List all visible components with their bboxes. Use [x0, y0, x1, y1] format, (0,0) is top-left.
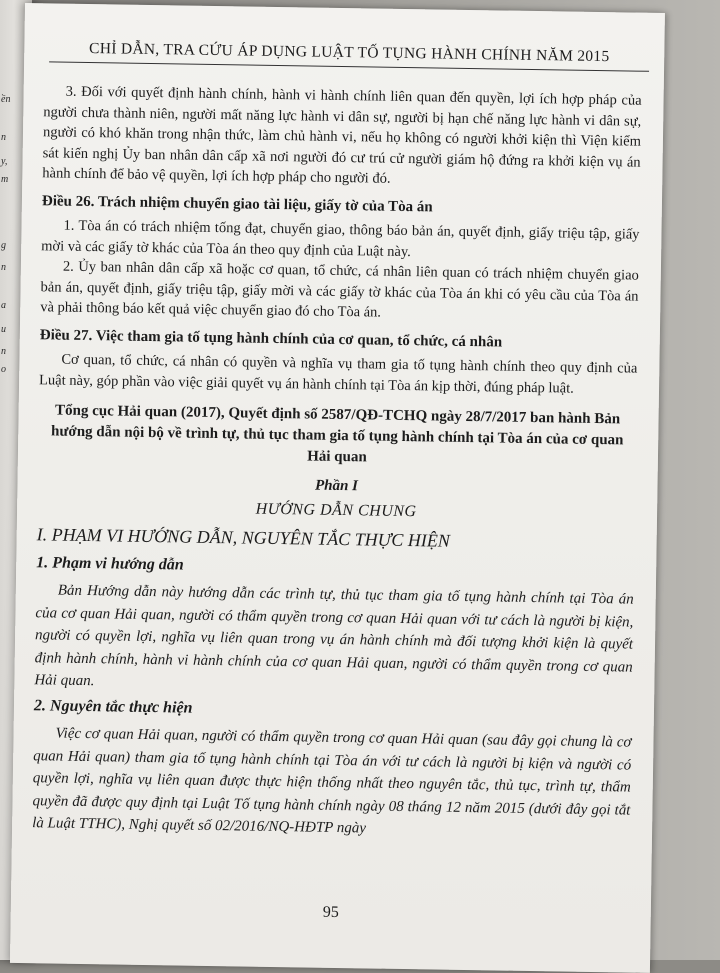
article-26-clause-2: 2. Ủy ban nhân dân cấp xã hoặc cơ quan, tổ chức, cá nhân liên quan có trách nhiệm chuyển giao bản án, quyết định, giấy triệu tập, giấy mời và các giấy tờ khác của Tòa án khi có yêu cầu của Tòa án và phải thông báo kết quả việc chuyển giao đó cho Tòa án. — [40, 258, 639, 321]
margin-fragment: u — [1, 324, 6, 335]
margin-fragment: m — [1, 174, 9, 185]
article-26-clause-1: 1. Tòa án có trách nhiệm tống đạt, chuyển giao, thông báo bản án, quyết định, giấy triệu tập, giấy mời và các giấy tờ khác của Tòa án theo quy định của Luật này. — [41, 217, 640, 260]
book-page — [10, 3, 665, 973]
margin-fragment: n — [1, 132, 6, 143]
margin-fragment: g — [1, 240, 6, 251]
running-header: CHỈ DẪN, TRA CỨU ÁP DỤNG LUẬT TỐ TỤNG HÀNH CHÍNH NĂM 2015 — [49, 39, 649, 71]
page-content — [32, 81, 642, 844]
clause-3-paragraph: 3. Đối với quyết định hành chính, hành vi hành chính liên quan đến quyền, lợi ích hợp pháp của người chưa thành niên, người mất năng lực hành vi dân sự, người bị hạn chế năng lực hành vi dân sự, người có khó khăn trong nhận thức, làm chủ hành vi, nếu họ không có người khởi kiện thì Viện kiểm sát kiến nghị Ủy ban nhân dân cấp xã nơi người đó cư trú cử người giám hộ đứng ra khởi kiện vụ án hành chính để bảo vệ quyền, lợi ích hợp pháp cho người đó. — [42, 83, 642, 187]
margin-fragment: a — [1, 300, 6, 311]
subsection-1-title: 1. Phạm vi hướng dẫn — [36, 553, 184, 574]
margin-fragment: n — [1, 346, 6, 357]
margin-fragment: n — [1, 262, 6, 273]
article-27-title: Điều 27. Việc tham gia tố tụng hành chính của cơ quan, tổ chức, cá nhân — [39, 326, 503, 351]
subsection-2-text: Việc cơ quan Hải quan, người có thẩm quyền trong cơ quan Hải quan (sau đây gọi chung là cơ quan Hải quan) tham gia tố tụng hành chính tại Tòa án với tư cách là người bị kiện và người có quyền lợi, nghĩa vụ liên quan được thực hiện thống nhất theo nguyên tắc, thủ tục, trình tự, thẩm quyền đã được quy định tại Luật Tố tụng hành chính ngày 08 tháng 12 năm 2015 (dưới đây gọi tắt là Luật TTHC), Nghị quyết số 02/2016/NQ-HĐTP ngày — [32, 725, 632, 837]
subsection-2-title: 2. Nguyên tắc thực hiện — [33, 696, 193, 717]
decree-title: Tổng cục Hải quan (2017), Quyết định số 2587/QĐ-TCHQ ngày 28/7/2017 ban hành Bản hướng dẫn nội bộ về trình tự, thủ tục tham gia tố tụng hành chính tại Tòa án của cơ quan Hải quan — [50, 402, 624, 466]
margin-fragment: y, — [1, 156, 8, 167]
subsection-1-text: Bản Hướng dẫn này hướng dẫn các trình tự, thủ tục tham gia tố tụng hành chính tại Tòa án của cơ quan Hải quan, người có thẩm quyền trong cơ quan Hải quan với tư cách là người bị kiện, người có quyền lợi, nghĩa vụ liên quan trong vụ án hành chính mà đối tượng khởi kiện là quyết định hành chính, hành vi hành chính của cơ quan Hải quan, người có thẩm quyền trong cơ quan Hải quan. — [34, 582, 634, 690]
article-26-title: Điều 26. Trách nhiệm chuyển giao tài liệu, giấy tờ của Tòa án — [41, 192, 433, 215]
part-title: HƯỚNG DẪN CHUNG — [255, 500, 417, 520]
article-27-paragraph: Cơ quan, tổ chức, cá nhân có quyền và nghĩa vụ tham gia tố tụng hành chính theo quy định của Luật này, góp phần vào việc giải quyết vụ án hành chính tại Tòa án kịp thời, đúng pháp luật. — [38, 351, 638, 397]
section-title: I. PHẠM VI HƯỚNG DẪN, NGUYÊN TẮC THỰC HIỆN — [36, 524, 450, 551]
part-label: Phần I — [314, 477, 359, 495]
page-number: 95 — [322, 903, 339, 922]
margin-fragment: o — [1, 364, 6, 375]
margin-fragment: ền — [1, 94, 11, 105]
